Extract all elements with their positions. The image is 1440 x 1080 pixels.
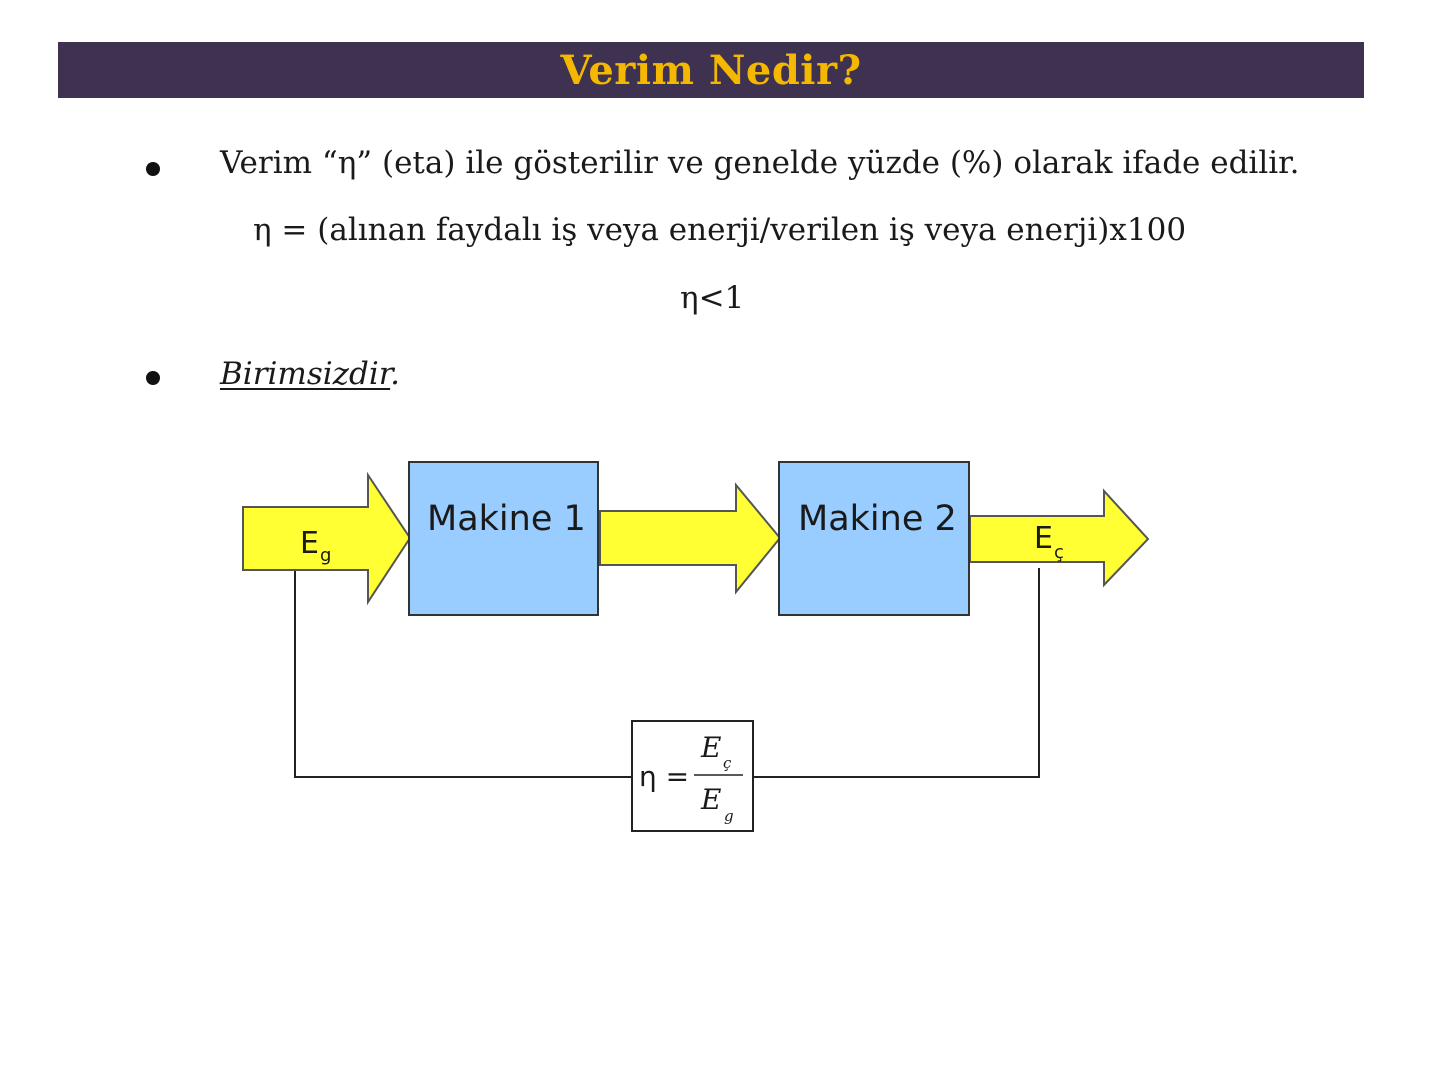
middle-arrow: [600, 485, 780, 592]
input-energy-label: E: [300, 526, 319, 561]
formula-denominator: E: [701, 783, 722, 816]
formula-numerator: E: [701, 731, 722, 764]
machine-1-label: Makine 1: [427, 499, 586, 539]
formula-numerator-subscript: ç: [723, 754, 732, 772]
formula-denominator-subscript: g: [724, 807, 734, 825]
input-energy-subscript: g: [320, 545, 332, 566]
efficiency-inequality: η<1: [680, 280, 745, 316]
bullet-text-1: Verim “η” (eta) ile gösterilir ve genelde yüzde (%) olarak ifade edilir.: [220, 145, 1300, 181]
unitless-text: Birimsizdir: [220, 356, 391, 392]
unitless-period: .: [390, 356, 401, 392]
machine-2-label: Makine 2: [798, 499, 957, 539]
page-title: Verim Nedir?: [560, 46, 862, 94]
output-energy-label: E: [1034, 521, 1053, 556]
output-energy-subscript: ç: [1054, 542, 1064, 563]
output-arrow: [970, 491, 1148, 585]
efficiency-equation: η = (alınan faydalı iş veya enerji/verilen iş veya enerji)x100: [253, 212, 1187, 248]
input-arrow: [243, 475, 410, 602]
formula-lhs: η =: [639, 760, 690, 793]
